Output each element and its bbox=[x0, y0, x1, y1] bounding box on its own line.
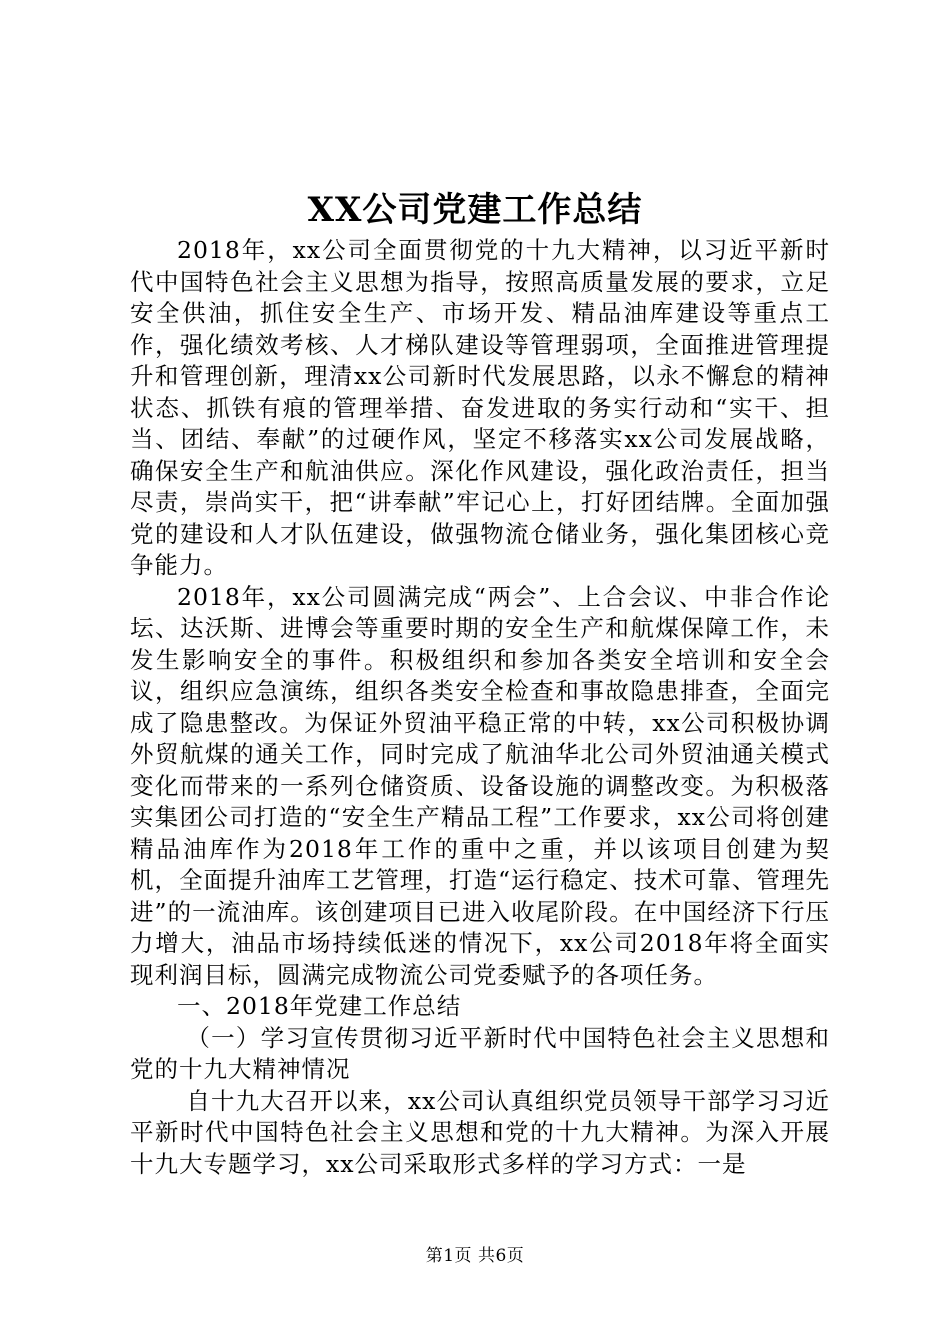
paragraph-achievements: 2018年，xx公司圆满完成“两会”、上合会议、中非合作论坛、达沃斯、进博会等重要时期的安全生产和航煤保障工作，未发生影响安全的事件。积极组织和参加各类安全培训和安全会议，组织应急演练，组织各类安全检查和事故隐患排查，全面完成了隐患整改。为保证外贸油平稳正常的中转，xx公司积极协调外贸航煤的通关工作，同时完成了航油华北公司外贸油通关模式变化而带来的一系列仓储资质、设备设施的调整改变。为积极落实集团公司打造的“安全生产精品工程”工作要求，xx公司将创建精品油库作为2018年工作的重中之重，并以该项目创建为契机，全面提升油库工艺管理，打造“运行稳定、技术可靠、管理先进”的一流油库。该创建项目已进入收尾阶段。在中国经济下行压力增大，油品市场持续低迷的情况下，xx公司2018年将全面实现利润目标，圆满完成物流公司党委赋予的各项任务。 bbox=[130, 582, 830, 989]
subsection-heading: （一）学习宣传贯彻习近平新时代中国特色社会主义思想和党的十九大精神情况 bbox=[130, 1023, 830, 1083]
page-number-footer: 第1页 共6页 bbox=[425, 1246, 525, 1266]
section-heading: 一、2018年党建工作总结 bbox=[177, 992, 462, 1020]
document-title: XX公司党建工作总结 bbox=[307, 190, 643, 230]
paragraph-intro: 2018年，xx公司全面贯彻党的十九大精神，以习近平新时代中国特色社会主义思想为指导，按照高质量发展的要求，立足安全供油，抓住安全生产、市场开发、精品油库建设等重点工作，强化绩效考核、人才梯队建设等管理弱项，全面推进管理提升和管理创新，理清xx公司新时代发展思路，以永不懈怠的精神状态、抓铁有痕的管理举措、奋发进取的务实行动和“实干、担当、团结、奉献”的过硬作风，坚定不移落实xx公司发展战略，确保安全生产和航油供应。深化作风建设，强化政治责任，担当尽责，崇尚实干，把“讲奉献”牢记心上，打好团结牌。全面加强党的建设和人才队伍建设，做强物流仓储业务，强化集团核心竞争能力。 bbox=[130, 236, 830, 579]
document-body bbox=[130, 235, 830, 1180]
paragraph-study: 自十九大召开以来，xx公司认真组织党员领导干部学习习近平新时代中国特色社会主义思想和党的十九大精神。为深入开展十九大专题学习，xx公司采取形式多样的学习方式：一是 bbox=[130, 1086, 830, 1178]
